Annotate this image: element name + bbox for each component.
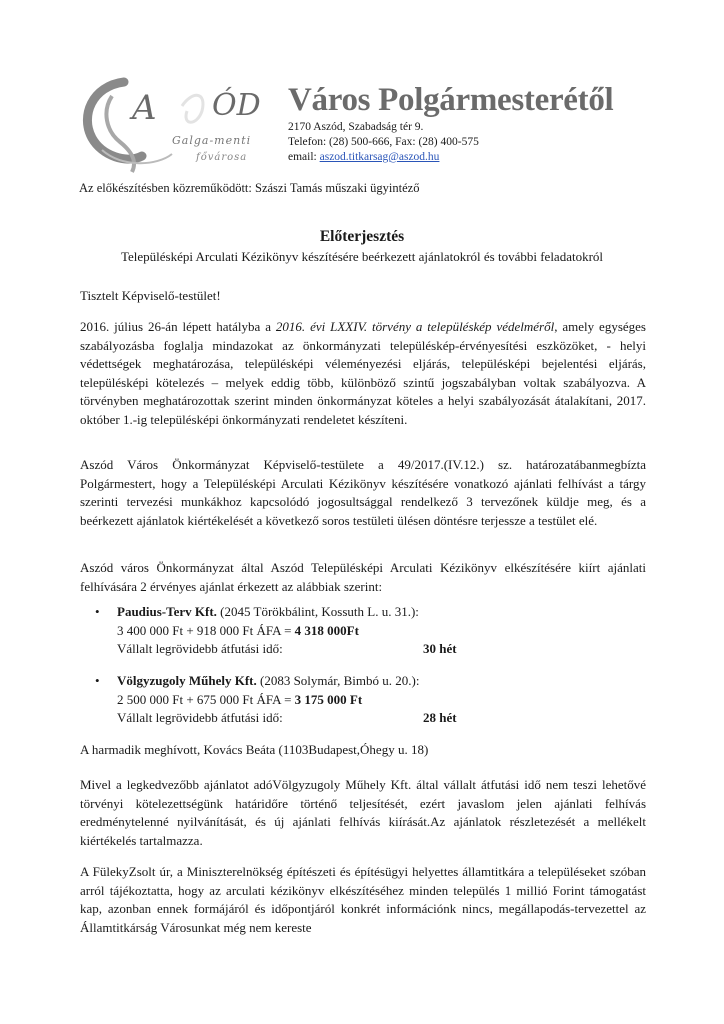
paragraph-resolution: Aszód Város Önkormányzat Képviselő-testülete a 49/2017.(IV.12.) sz. határozatábanmegbízta Polgármestert, hogy a Településképi Arculati Kézikönyv készítésére vonatkozó ajánlati felhívást a tárgy szerinti tervezési munkákhoz kapcsolódó jogosultsággal rendelkező 3 tervezőnek küldje meg, és a beérkezett ajánlatok kiértékelését a következő soros testületi ülésen döntésre terjessze a testület elé. (80, 457, 646, 528)
offer-leadtime-line (117, 640, 617, 659)
p1-text-b: , amely egységes szabályozásba foglalja mindazokat az önkormányzati településkép-érvényesítési eszközöket, - helyi védettségek meghatározása, településképi véleményezési eljárás, településképi bejelentési eljárás, településképi kötelezés – melyek eddig több, különböző szintű jogszabályban voltak szabályozva. A törvényben meghatározottak szerint minden önkormányzat köteles a helyi szabályozását átalakítani, 2017. október 1.-ig településképi önkormányzati rendeletet készíteni. (80, 319, 646, 427)
document-title: Előterjesztés (319, 228, 405, 245)
town-logo (72, 76, 272, 176)
offer-total: 3 175 000 Ft (294, 691, 363, 707)
offer-price: 3 400 000 Ft + 918 000 Ft ÁFA = (117, 622, 295, 638)
logo-tagline-1: Galga-menti (172, 134, 252, 147)
email-link[interactable]: aszod.titkarsag@aszod.hu (319, 151, 440, 163)
offer-leadtime-line (117, 709, 617, 728)
office-email-line (288, 151, 439, 163)
paragraph-funding: A FülekyZsolt úr, a Miniszterelnökség építészeti és építésügyi helyettes államtitkára a településeket szóban arról tájékoztatta, hogy az arculati kézikönyv elkészítéséhez minden település 1 millió Forint támogatást kap, azonban ennek formájáról és időpontjáról konkrét információnk nincs, megállapodás-tervezettel az Államtitkárság Városunkat még nem kereste (80, 864, 646, 935)
offer-company-line (117, 672, 617, 691)
office-title: Város Polgármesterétől (288, 82, 614, 118)
offer-price-line (117, 622, 617, 641)
logo-letters-od: ÓD (212, 88, 261, 123)
office-phone-fax: Telefon: (28) 500-666, Fax: (28) 400-575 (288, 136, 479, 148)
bullet-icon: • (95, 673, 100, 688)
law-title: 2016. évi LXXIV. törvény a településkép védelméről (275, 319, 555, 334)
offer-company-line (117, 603, 617, 622)
paragraph-law-intro (80, 318, 646, 429)
document-subtitle: Településképi Arculati Kézikönyv készítésére beérkezett ajánlatokról és további feladatokról (120, 249, 604, 264)
offer-leadtime: 30 hét (423, 641, 457, 656)
logo-letter-a: A (132, 88, 157, 128)
email-label: email: (288, 151, 320, 163)
offer-company: Völgyzugoly Műhely Kft. (117, 673, 257, 688)
office-address: 2170 Aszód, Szabadság tér 9. (288, 121, 424, 133)
prepared-by: Az előkészítésben közreműködött: Szászi Tamás műszaki ügyintéző (79, 181, 420, 195)
logo-tagline-2: fővárosa (196, 152, 248, 163)
paragraph-proposal: Mivel a legkedvezőbb ajánlatot adóVölgyzugoly Műhely Kft. által vállalt átfutási idő nem teszi lehetővé törvényi kötelezettségünk határidőre történő teljesítését, ezért javaslom jelen ajánlati felhívás eredménytelenné nyilvánítását, és új ajánlati felhívás kiírását.Az ajánlatok részletezését a mellékelt kiértékelés tartalmazza. (80, 777, 646, 848)
offer-leadtime-label: Vállalt legrövidebb átfutási idő: (117, 710, 283, 725)
offer-price-line (117, 691, 617, 710)
offer-company: Paudius-Terv Kft. (117, 604, 217, 619)
offer-leadtime: 28 hét (423, 710, 457, 725)
greeting: Tisztelt Képviselő-testület! (80, 288, 221, 303)
paragraph-third-invitee: A harmadik meghívott, Kovács Beáta (1103Budapest,Óhegy u. 18) (80, 742, 429, 757)
paragraph-offers-intro: Aszód város Önkormányzat által Aszód Településképi Arculati Kézikönyv elkészítésére kiírt ajánlati felhívására 2 érvényes ajánlat érkezett az alábbiak szerint: (80, 560, 646, 594)
offer-leadtime-label: Vállalt legrövidebb átfutási idő: (117, 641, 283, 656)
offer-price: 2 500 000 Ft + 675 000 Ft ÁFA = (117, 691, 295, 707)
p1-text-a: 2016. július 26-án lépett hatályba a (80, 319, 276, 334)
bullet-icon: • (95, 604, 100, 619)
offer-address: (2083 Solymár, Bimbó u. 20.): (256, 673, 420, 688)
offer-total: 4 318 000Ft (294, 622, 359, 638)
offer-address: (2045 Törökbálint, Kossuth L. u. 31.): (216, 604, 419, 619)
